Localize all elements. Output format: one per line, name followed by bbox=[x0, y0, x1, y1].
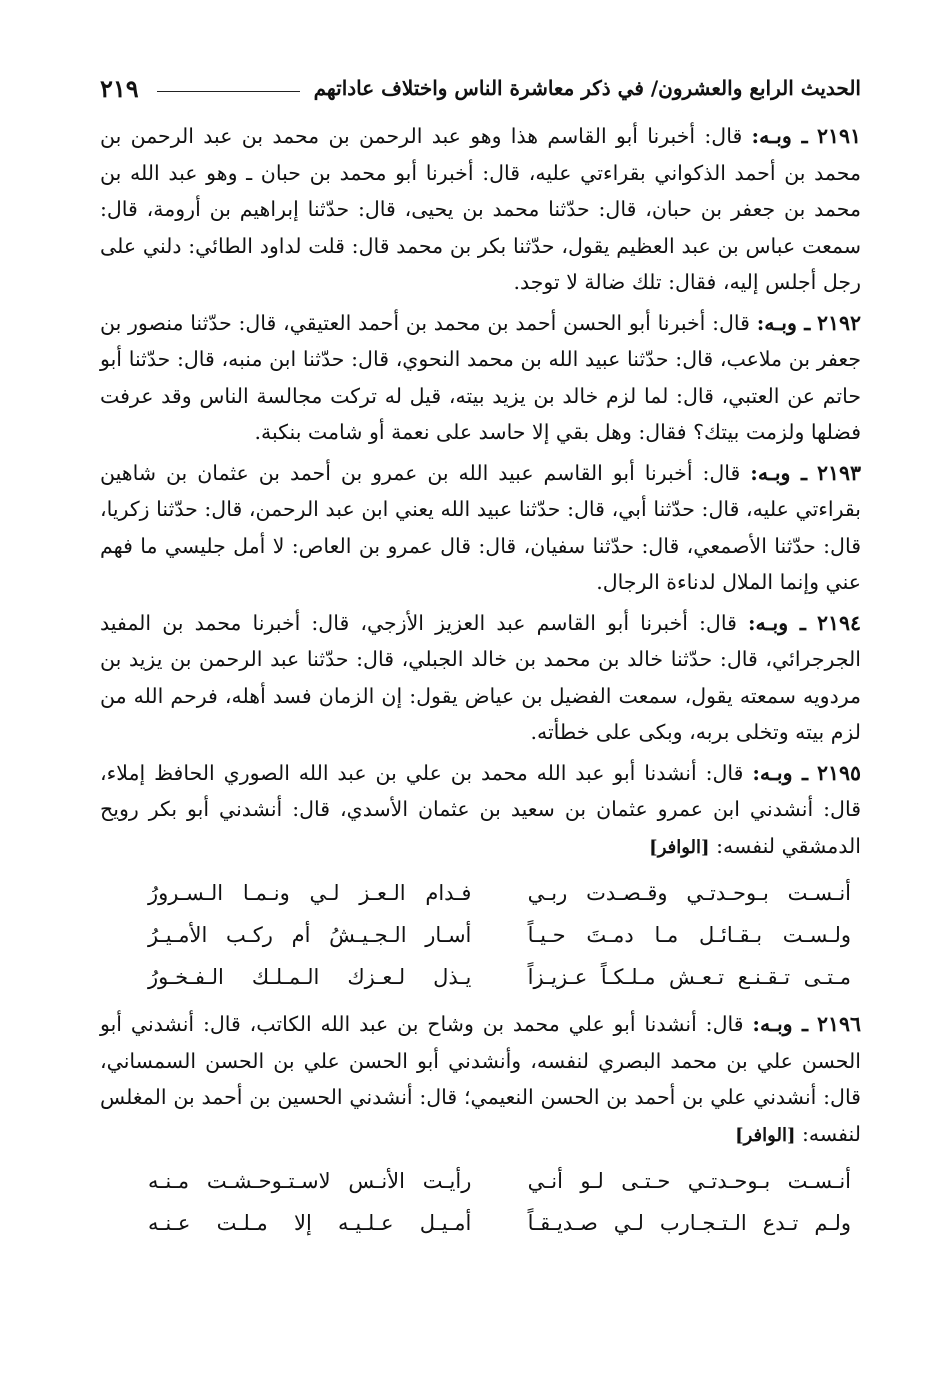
verse-first-hemistich: ولـم تـدع الـتـجـارب لـي صـديـقـاً bbox=[527, 1211, 851, 1235]
entry-lead: ـ وبـه: bbox=[747, 610, 806, 635]
entry-lead: ـ وبـه: bbox=[756, 310, 811, 335]
poem-verse bbox=[100, 956, 861, 998]
entry-number: ٢١٩٤ bbox=[816, 610, 861, 635]
poem-verse bbox=[100, 914, 861, 956]
verse-first-hemistich: مـتـى تـقـنـع تـعـش مـلـكـاً عـزيـزاً bbox=[527, 965, 851, 989]
poem-meter: [الوافر] bbox=[649, 836, 710, 858]
verse-second-hemistich: رأيـت الأنـس لاسـتـوحـشـت مـنـه bbox=[148, 1169, 472, 1193]
entry-number: ٢١٩١ bbox=[816, 124, 861, 148]
poem-verse bbox=[100, 1202, 861, 1244]
entry-lead: ـ وبـه: bbox=[751, 124, 808, 148]
entry-number: ٢١٩٣ bbox=[816, 460, 861, 485]
page-number: ٢١٩ bbox=[100, 73, 139, 103]
entry-text: قال: أخبرنا أبو القاسم عبيد الله بن عمرو بن أحمد بن عثمان بن شاهين بقراءتي عليه، قال: حدّثنا أبي، قال: حدّثنا عبيد الله يعني ابن عبد الرحمن، قال: حدّثنا زكريا، قال: حدّثنا الأصمعي، قال: حدّثنا سفيان، قال: قال عمرو بن العاص: لا أمل جليسي ما فهم عني وإنما الملال لدناءة الرجال. bbox=[100, 460, 861, 594]
entry-text: قال: أخبرنا أبو القاسم هذا وهو عبد الرحمن بن محمد بن عبد الرحمن بن محمد بن أحمد الذكواني بقراءتي عليه، قال: أخبرنا أبو محمد بن حبان ـ وهو عبد الله بن محمد بن جعفر بن حبان، قال: حدّثنا محمد بن يحيى، قال: حدّثنا إبراهيم بن أرومة، قال: سمعت عباس بن عبد العظيم يقول، حدّثنا بكر بن محمد قال: قلت لداود الطائي: دلني على رجل أجلس إليه، فقال: تلك ضالة لا توجد. bbox=[100, 124, 861, 294]
header-rule bbox=[157, 91, 300, 92]
verse-first-hemistich: أنـسـت بـوحـدتـي وقـصـدت ربـي bbox=[527, 881, 851, 905]
poem-verse bbox=[100, 872, 861, 914]
poem bbox=[100, 872, 861, 998]
hadith-entry bbox=[100, 605, 861, 751]
entry-lead: ـ وبـه: bbox=[750, 460, 807, 485]
entry-lead: ـ وبـه: bbox=[752, 1012, 809, 1036]
verse-second-hemistich: يـذل لـعـزك الـمـلـك الـفـخـورُ bbox=[148, 965, 472, 989]
entry-text: قال: أخبرنا أبو القاسم عبد العزيز الأزجي، قال: أخبرنا محمد بن المفيد الجرجرائي، قال: حدّثنا خالد بن محمد بن خالد الجبلي، قال: حدّثنا عبد الرحمن بن يزيد بن مردويه سمعته يقول، سمعت الفضيل بن عياض يقول: إن الزمان فسد أهله، فرحم الله من لزم بيته وتخلى بربه، وبكى على خطأته. bbox=[100, 610, 861, 744]
verse-first-hemistich: ولـسـت بـقـائـل مـا دمـتَ حـيـاً bbox=[527, 923, 851, 947]
entry-number: ٢١٩٢ bbox=[816, 310, 861, 335]
verse-first-hemistich: أنـسـت بـوحـدتـي حـتـى لـو أنـي bbox=[527, 1169, 851, 1193]
entry-text: قال: أخبرنا أبو الحسن أحمد بن محمد بن أحمد العتيقي، قال: حدّثنا منصور بن جعفر بن ملاعب، قال: حدّثنا عبيد الله بن محمد النحوي، قال: حدّثنا ابن منبه، قال: حدّثنا أبو حاتم عن العتبي، قال: لما لزم خالد بن يزيد بيته، قيل له تركت مجالسة الناس وقد عرفت فضلها ولزمت بيتك؟ فقال: وهل بقي إلا حاسد على نعمة أو شامت بنكبة. bbox=[100, 310, 861, 444]
running-header bbox=[100, 66, 861, 110]
poem-meter: [الوافر] bbox=[735, 1124, 796, 1146]
hadith-entry bbox=[100, 1006, 861, 1154]
header-title: الحديث الرابع والعشرون/ في ذكر معاشرة الناس واختلاف عاداتهم bbox=[313, 76, 861, 100]
verse-second-hemistich: أمـيـل عـلـيـه إلا مـلـت عـنـه bbox=[148, 1211, 472, 1235]
entry-number: ٢١٩٥ bbox=[816, 760, 861, 785]
entry-text: قال: أنشدنا أبو علي محمد بن وشاح بن عبد الله الكاتب، قال: أنشدني أبو الحسن علي بن محمد البصري لنفسه، وأنشدني أبو الحسن علي بن الحسن السمساني، قال: أنشدني علي بن أحمد بن الحسن النعيمي؛ قال: أنشدني الحسين بن أحمد بن المغلس لنفسه: bbox=[100, 1012, 861, 1146]
hadith-entry bbox=[100, 305, 861, 451]
verse-second-hemistich: فـدام الـعـز لـي ونـمـا الـسـرورُ bbox=[148, 881, 472, 905]
hadith-entry bbox=[100, 118, 861, 301]
verse-second-hemistich: أسـار الـجـيـشُ أم ركـب الأمـيـرُ bbox=[148, 923, 472, 947]
entry-number: ٢١٩٦ bbox=[816, 1012, 861, 1036]
entry-text: قال: أنشدنا أبو عبد الله محمد بن علي بن عبد الله الصوري الحافظ إملاء، قال: أنشدني ابن عمرو عثمان بن سعيد بن عثمان الأسدي، قال: أنشدني أبو بكر رويح الدمشقي لنفسه: bbox=[100, 760, 861, 858]
hadith-entry bbox=[100, 455, 861, 601]
entry-lead: ـ وبـه: bbox=[752, 760, 809, 785]
poem bbox=[100, 1160, 861, 1244]
poem-verse bbox=[100, 1160, 861, 1202]
hadith-entry bbox=[100, 755, 861, 867]
